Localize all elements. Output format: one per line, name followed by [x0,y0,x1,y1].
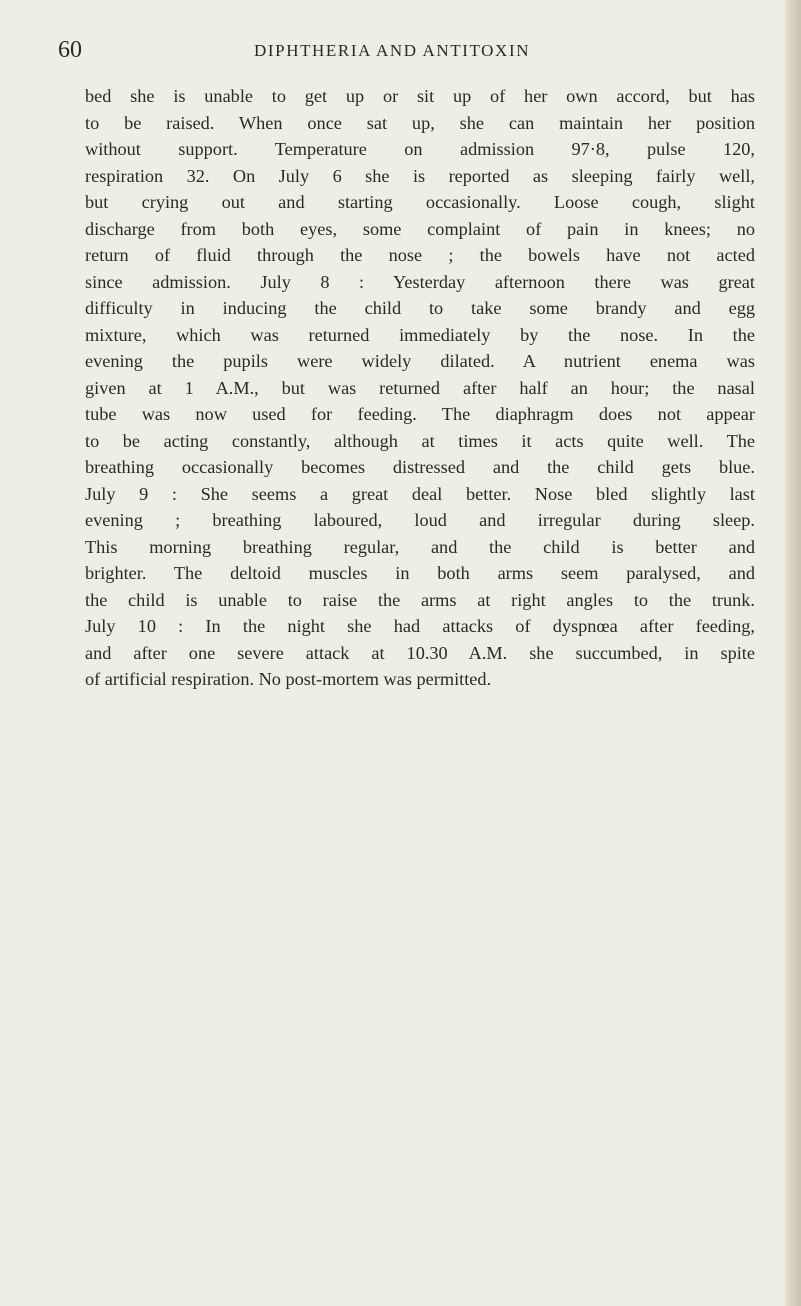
text-line: return of fluid through the nose ; the bowels have not acted [85,245,755,265]
text-line: the child is unable to raise the arms at right angles to the trunk. [85,589,755,610]
text-line: brighter. The deltoid muscles in both arms seem paralysed, and [85,563,755,583]
text-line: difficulty in inducing the child to take some brandy and egg [85,298,755,318]
text-line: mixture, which was returned immediately by the nose. In the [85,324,755,345]
body-paragraph [85,83,755,693]
text-line: evening ; breathing laboured, loud and irregular during sleep. [85,510,755,530]
page-edge-shadow [785,0,801,1306]
text-line: without support. Temperature on admission 97·8, pulse 120, [85,139,755,159]
text-line: July 10 : In the night she had attacks of dyspnœa after feeding, [85,616,755,636]
text-line: respiration 32. On July 6 she is reported as sleeping fairly well, [85,165,755,186]
page-number: 60 [58,37,82,63]
text-line: tube was now used for feeding. The diaphragm does not appear [85,404,755,424]
text-line: July 9 : She seems a great deal better. Nose bled slightly last [85,483,755,504]
running-head: DIPHTHERIA AND ANTITOXIN [254,41,531,60]
text-line: breathing occasionally becomes distressed and the child gets blue. [85,457,755,477]
text-line: given at 1 A.M., but was returned after half an hour; the nasal [85,377,755,398]
text-line: and after one severe attack at 10.30 A.M. she succumbed, in spite [85,642,755,663]
text-line: to be raised. When once sat up, she can maintain her position [85,112,755,133]
text-line: This morning breathing regular, and the child is better and [85,536,755,557]
text-line: discharge from both eyes, some complaint of pain in knees; no [85,218,755,239]
page-header [58,36,758,66]
text-line: evening the pupils were widely dilated. A nutrient enema was [85,351,755,371]
text-line: to be acting constantly, although at times it acts quite well. The [85,430,755,451]
text-line: since admission. July 8 : Yesterday afternoon there was great [85,271,755,292]
text-line: but crying out and starting occasionally. Loose cough, slight [85,192,755,212]
text-line-last: of artificial respiration. No post-mortem was permitted. [85,669,492,689]
text-line: bed she is unable to get up or sit up of her own accord, but has [85,86,755,106]
